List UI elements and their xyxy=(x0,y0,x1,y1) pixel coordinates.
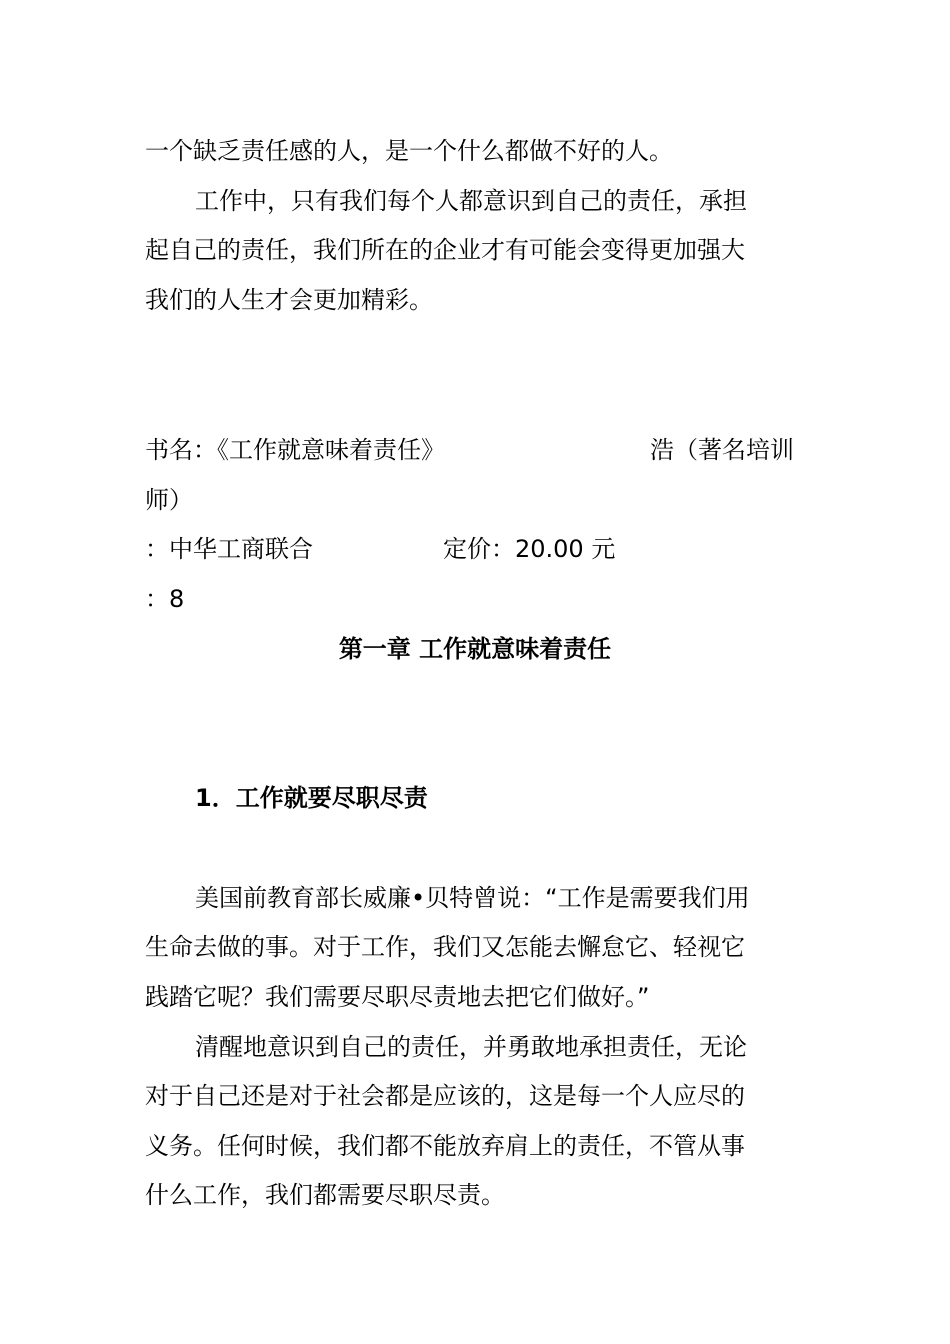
section-line-7: 什么工作，我们都需要尽职尽责。 xyxy=(145,1181,505,1209)
book-price: 定价：20.00 元 xyxy=(443,535,616,563)
intro-line-1: 一个缺乏责任感的人，是一个什么都做不好的人。 xyxy=(145,137,673,165)
intro-line-2: 工作中，只有我们每个人都意识到自己的责任，承担 xyxy=(195,187,747,215)
book-author-cont: 师） xyxy=(145,486,193,514)
section-line-3: 践踏它呢？我们需要尽职尽责地去把它们做好。” xyxy=(145,983,650,1011)
book-misc: ：8 xyxy=(145,585,185,613)
book-publisher: ：中华工商联合 xyxy=(145,535,313,563)
section-line-5: 对于自己还是对于社会都是应该的，这是每一个人应尽的 xyxy=(145,1082,745,1110)
section-line-2: 生命去做的事。对于工作，我们又怎能去懈怠它、轻视它 xyxy=(145,933,745,961)
section-line-1: 美国前教育部长威廉•贝特曾说：“工作是需要我们用 xyxy=(195,884,750,912)
section-line-6: 义务。任何时候，我们都不能放弃肩上的责任，不管从事 xyxy=(145,1132,745,1160)
intro-line-4: 我们的人生才会更加精彩。 xyxy=(145,286,433,314)
section-line-4: 清醒地意识到自己的责任，并勇敢地承担责任，无论 xyxy=(195,1033,747,1061)
section-heading: 1．工作就要尽职尽责 xyxy=(195,784,428,812)
book-title: 书名：《工作就意味着责任》 xyxy=(145,436,445,464)
book-author: 浩（著名培训 xyxy=(650,436,794,464)
intro-line-3: 起自己的责任，我们所在的企业才有可能会变得更加强大 xyxy=(145,236,745,264)
chapter-title: 第一章 工作就意味着责任 xyxy=(338,635,612,663)
